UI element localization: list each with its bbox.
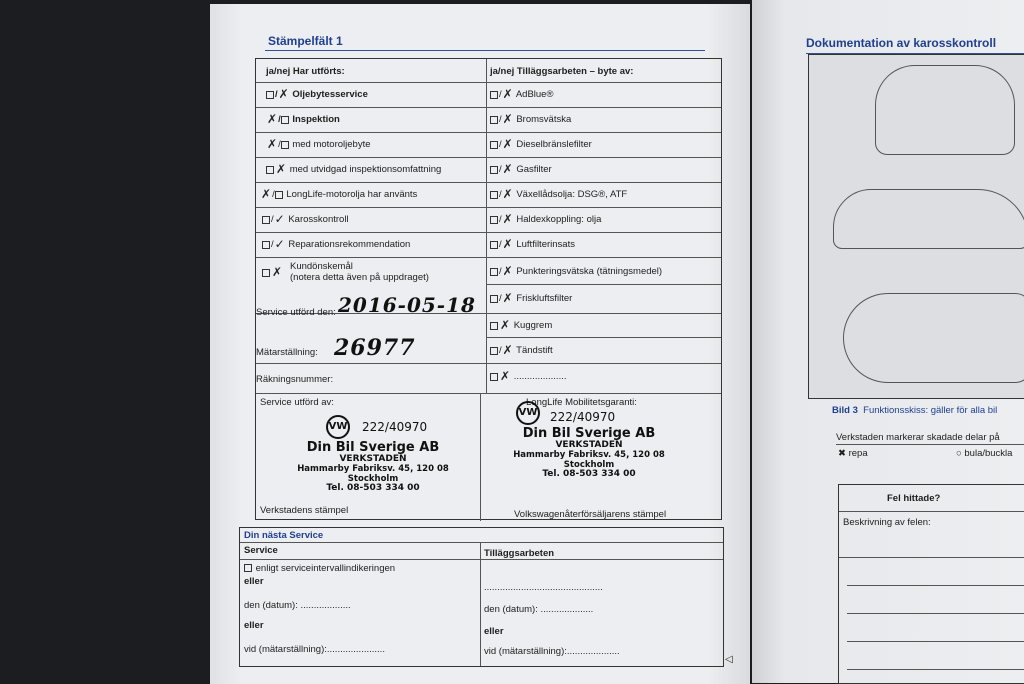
- legend-bula: ○ bula/buckla: [956, 448, 1013, 459]
- next-date-field[interactable]: den (datum): ...................: [244, 600, 351, 611]
- vw-logo-icon: VW: [326, 415, 350, 439]
- col1-header: ja/nej Har utförts:: [266, 66, 345, 77]
- right-page: [752, 0, 1024, 683]
- checkmark-icon: ✗: [276, 162, 287, 176]
- item-oljebyte[interactable]: /✗ Oljebytesservice: [266, 89, 368, 100]
- cross-icon: ✖: [838, 448, 846, 459]
- item-longlife[interactable]: ✗/ LongLife-motorolja har använts: [261, 187, 418, 201]
- car-rear-view-icon: [875, 65, 1015, 155]
- item-adblue[interactable]: /✗ AdBlue®: [490, 89, 553, 100]
- item-haldex[interactable]: /✗ Haldexkoppling: olja: [490, 214, 601, 225]
- longlife-label: LongLife Mobilitetsgaranti:: [526, 397, 637, 408]
- checkbox-icon: [490, 241, 498, 249]
- kaross-title: Dokumentation av karosskontroll: [806, 36, 997, 50]
- item-utvidgad[interactable]: ✗ med utvidgad inspektionsomfattning: [266, 164, 441, 175]
- item-karosskontroll[interactable]: /✓ Karosskontroll: [262, 214, 349, 225]
- service-date-value: 2016-05-18: [338, 293, 476, 317]
- checkmark-icon: ✗: [502, 162, 513, 176]
- item-gasfilter[interactable]: /✗ Gasfilter: [490, 164, 552, 175]
- checkbox-icon: [275, 191, 283, 199]
- checkbox-icon: [490, 141, 498, 149]
- checkbox-icon: [281, 116, 289, 124]
- fel-box: [838, 484, 1024, 684]
- checkbox-icon: [490, 91, 498, 99]
- left-page: [210, 4, 750, 684]
- checkbox-icon: [244, 564, 252, 572]
- checkbox-icon: [490, 166, 498, 174]
- checkmark-icon: ✗: [502, 137, 513, 151]
- item-kuggrem[interactable]: ✗ Kuggrem: [490, 320, 552, 331]
- next-service-box: [239, 527, 724, 667]
- checkbox-icon: [490, 347, 498, 355]
- checkmark-icon: ✗: [502, 87, 513, 101]
- interval-option[interactable]: enligt serviceintervallindikeringen: [244, 563, 395, 574]
- car-side-view-icon: [833, 189, 1024, 249]
- stamp-section-title: Stämpelfält 1: [268, 34, 343, 48]
- workshop-stamp: VW 222/40970 Din Bil Sverige AB VERKSTADEN Hammarby Fabriksv. 45, 120 08 Stockholm Tel. 08-503 334 00: [278, 413, 468, 494]
- item-motoroljebyte[interactable]: ✗/ med motoroljebyte: [267, 137, 371, 151]
- checkbox-icon: [262, 269, 270, 277]
- workshop-stamp-label: Verkstadens stämpel: [260, 505, 349, 516]
- item-punktering[interactable]: /✗ Punkteringsvätska (tätningsmedel): [490, 266, 662, 277]
- bild-caption: Bild 3 Funktionsskiss: gäller för alla bil: [832, 405, 998, 416]
- checkbox-icon: [281, 141, 289, 149]
- checkbox-icon: [490, 268, 498, 276]
- checkmark-icon: ✗: [502, 264, 513, 278]
- car-diagram: [808, 54, 1024, 399]
- checkbox-icon: [266, 91, 274, 99]
- next-service-title: Din nästa Service: [244, 530, 324, 541]
- item-reparation[interactable]: /✓ Reparationsrekommendation: [262, 239, 410, 250]
- vw-logo-icon: VW: [516, 401, 540, 425]
- checkbox-icon: [266, 166, 274, 174]
- checkmark-icon: ✓: [274, 237, 285, 251]
- checkmark-icon: ✗: [261, 187, 272, 201]
- checkbox-icon: [262, 241, 270, 249]
- extra-work-field[interactable]: .............................................: [484, 582, 603, 593]
- checkmark-icon: ✗: [502, 291, 513, 305]
- service-date-label: Service utförd den:: [256, 307, 336, 318]
- car-top-view-icon: [843, 293, 1024, 383]
- checkmark-icon: ✗: [272, 265, 283, 279]
- service-by-label: Service utförd av:: [260, 397, 334, 408]
- mileage-label: Mätarställning:: [256, 347, 318, 358]
- legend-repa: ✖ repa: [838, 448, 868, 459]
- checkmark-icon: ✗: [502, 237, 513, 251]
- beskrivning-label: Beskrivning av felen:: [843, 517, 931, 528]
- checkmark-icon: ✗: [500, 318, 511, 332]
- col2-header: ja/nej Tilläggsarbeten – byte av:: [490, 66, 634, 77]
- checkbox-icon: [490, 295, 498, 303]
- item-diesel[interactable]: /✗ Dieselbränslefilter: [490, 139, 592, 150]
- title-rule: [265, 50, 705, 51]
- or-label-1: eller: [244, 576, 264, 587]
- checkbox-icon: [490, 373, 498, 381]
- circle-icon: ○: [956, 448, 962, 459]
- dealer-stamp-label: Volkswagenåterförsäljarens stämpel: [514, 509, 667, 520]
- checkmark-icon: ✗: [502, 212, 513, 226]
- next-service-col2: Tilläggsarbeten: [484, 548, 555, 559]
- item-luftfilter[interactable]: /✗ Luftfilterinsats: [490, 239, 575, 250]
- dealer-stamp: VW 222/40970 Din Bil Sverige AB VERKSTADEN Hammarby Fabriksv. 45, 120 08 Stockholm Tel. 08-503 334 00: [494, 399, 684, 480]
- page-arrow-icon: ◁: [725, 654, 733, 665]
- checkmark-icon: ✗: [502, 187, 513, 201]
- next-service-col1: Service: [244, 545, 278, 556]
- checkmark-icon: ✗: [500, 369, 511, 383]
- checkmark-icon: ✓: [274, 212, 285, 226]
- item-tandstift[interactable]: /✗ Tändstift: [490, 345, 553, 356]
- item-vaxellada[interactable]: /✗ Växellådsolja: DSG®, ATF: [490, 189, 627, 200]
- checkmark-icon: ✗: [502, 343, 513, 357]
- checkbox-icon: [490, 322, 498, 330]
- checkbox-icon: [490, 191, 498, 199]
- checkmark-icon: ✗: [267, 112, 278, 126]
- next-mileage-field-2[interactable]: vid (mätarställning):....................: [484, 646, 620, 657]
- verkstaden-text: Verkstaden markerar skadade delar på: [836, 432, 1000, 443]
- checkmark-icon: ✗: [278, 87, 289, 101]
- invoice-label: Räkningsnummer:: [256, 374, 334, 385]
- checkmark-icon: ✗: [267, 137, 278, 151]
- item-friskluft[interactable]: /✗ Friskluftsfilter: [490, 293, 572, 304]
- checkmark-icon: ✗: [502, 112, 513, 126]
- next-mileage-field[interactable]: vid (mätarställning):......................: [244, 644, 385, 655]
- checkbox-icon: [490, 116, 498, 124]
- item-other[interactable]: ✗ ....................: [490, 371, 567, 382]
- or-label-2: eller: [244, 620, 264, 631]
- mileage-value: 26977: [334, 335, 416, 361]
- item-inspektion[interactable]: ✗/ Inspektion: [267, 112, 340, 126]
- next-date-field-2[interactable]: den (datum): ....................: [484, 604, 594, 615]
- service-table: ja/nej Har utförts: ja/nej Tilläggsarbeten – byte av: /✗ Oljebytesservice ✗/ Inspektion ✗/ med motoroljebyte ✗ med utvidgad inspektionsomfattning ✗/ LongLife-motorolja har använts /✓ Karosskontroll /✓ Reparationsrekommendation ✗ Kundönskemål (notera detta även på uppdraget) Service utförd den: 2016-05-18 Mätarställning: 26977 Räkningsnummer: /✗ AdBlue® /✗ Bromsvätska /✗ Dieselbränslefilter /✗ Gasfilter /✗ Växellådsolja: DSG®, ATF /✗ Haldexkoppling: olja /✗ Luftfilterinsats /✗ Punkteringsvätska (tätningsmedel) /✗ Friskluftsfilter ✗ Kuggrem /✗ Tändstift ✗ .................... Service utförd av: LongLife Mobilitetsgaranti: VW 222/40970 Din Bil Sverige AB VERKSTADEN Hammarby Fabriksv. 45, 120 08 Stockholm Tel. 08-503 334 00 VW 222/40970 Din Bil Sverige AB VERKSTADEN Hammarby Fabriksv. 45, 120 08 Stockholm Tel. 08-503 334 00 Verkstadens stämpel Volkswagenåterförsäljarens stämpel: [255, 58, 722, 520]
- fel-hittade-label: Fel hittade?: [887, 493, 941, 504]
- or-label-3: eller: [484, 626, 504, 637]
- checkbox-icon: [490, 216, 498, 224]
- checkbox-icon: [262, 216, 270, 224]
- item-bromsvatska[interactable]: /✗ Bromsvätska: [490, 114, 571, 125]
